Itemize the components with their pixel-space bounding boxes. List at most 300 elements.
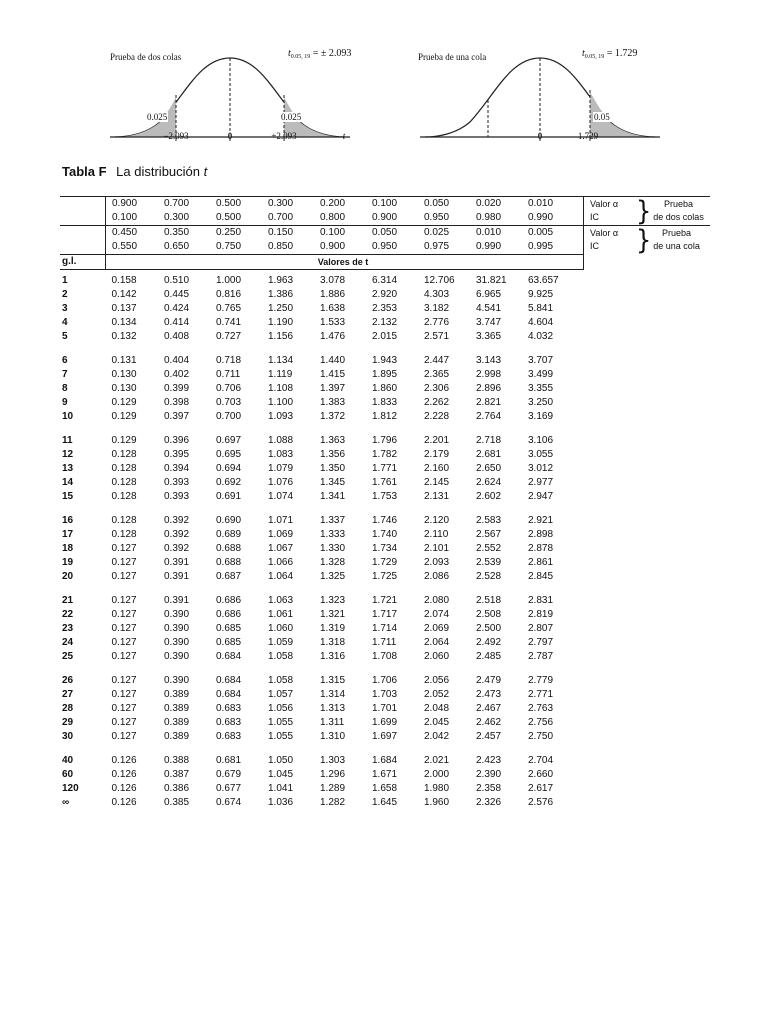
t-value-cell: 0.404 (164, 355, 190, 366)
t-value-cell: 0.392 (164, 515, 190, 526)
t-value-cell: 1.645 (372, 797, 398, 808)
test-type-legend (584, 197, 711, 226)
header-value-cell: 0.200 (320, 197, 372, 212)
t-value-cell: 2.262 (424, 397, 450, 408)
header-blank-cell (60, 211, 106, 226)
t-value-cell: 1.328 (320, 557, 346, 568)
t-value-cell: 2.131 (424, 491, 450, 502)
t-value-cell: 1.833 (372, 397, 398, 408)
t-value-cell: 0.132 (111, 331, 137, 342)
t-value-cell: 0.684 (216, 651, 242, 662)
t-value-cell: 1.782 (372, 449, 398, 460)
t-value-cell: 2.787 (528, 651, 554, 662)
t-value-cell: 1.074 (268, 491, 294, 502)
t-value-cell: 1.066 (268, 557, 294, 568)
header-value-cell: 0.900 (320, 241, 346, 252)
t-value-cell: 1.740 (372, 529, 398, 540)
df-cell: 14 (62, 477, 74, 488)
t-value-cell: 1.056 (268, 703, 294, 714)
t-value-cell: 2.145 (424, 477, 450, 488)
t-value-cell: 2.447 (424, 355, 450, 366)
t-value-cell: 2.064 (424, 637, 450, 648)
table-row (60, 410, 710, 424)
t-value-cell: 0.390 (164, 675, 190, 686)
df-cell: 29 (62, 717, 74, 728)
t-value-cell: 2.776 (424, 317, 450, 328)
t-value-cell: 0.692 (216, 477, 242, 488)
t-value-cell: 0.390 (164, 651, 190, 662)
t-value-cell: 0.765 (216, 303, 242, 314)
t-value-cell: 1.289 (320, 783, 346, 794)
t-value-cell: 1.812 (372, 411, 398, 422)
t-value-cell: 2.093 (424, 557, 450, 568)
t-value-cell: 0.137 (111, 303, 137, 314)
header-value-cell: 0.020 (476, 197, 528, 212)
t-value-cell: 3.169 (528, 411, 554, 422)
t-value-cell: 0.395 (164, 449, 190, 460)
t-value-cell: 2.660 (528, 769, 554, 780)
table-row (60, 702, 710, 716)
t-value-cell: 0.128 (111, 477, 137, 488)
df-cell: 20 (62, 571, 74, 582)
table-body (60, 270, 710, 811)
t-value-cell: 0.130 (111, 369, 137, 380)
t-value-cell: 1.771 (372, 463, 398, 474)
t-value-cell: 2.831 (528, 595, 554, 606)
t-subscript: 0.05, 19 (584, 54, 605, 60)
t-value-cell: 0.683 (216, 717, 242, 728)
t-value-cell: 3.012 (528, 463, 554, 474)
t-value-cell: 0.391 (164, 571, 190, 582)
t-value-cell: 3.499 (528, 369, 554, 380)
df-cell: 26 (62, 675, 74, 686)
df-cell: 2 (62, 289, 68, 300)
table-row (60, 570, 710, 584)
header-value-cell: 0.450 (106, 226, 165, 241)
header-value-cell: 0.800 (320, 212, 346, 223)
header-value-cell: 0.005 (528, 226, 580, 241)
t-value-cell: 2.080 (424, 595, 450, 606)
t-value-cell: 0.126 (111, 797, 137, 808)
t-value-cell: 0.158 (111, 275, 137, 286)
header-value-cell: 0.500 (216, 197, 268, 212)
t-value-cell: 0.134 (111, 317, 137, 328)
t-value-cell: 0.691 (216, 491, 242, 502)
t-value-cell: 1.706 (372, 675, 398, 686)
t-value-cell: 2.056 (424, 675, 450, 686)
t-value-cell: 0.685 (216, 637, 242, 648)
valores-header: Valores de t (106, 255, 581, 270)
table-row (60, 796, 710, 810)
t-value-cell: 0.684 (216, 689, 242, 700)
legend-right (653, 227, 700, 253)
header-value-cell: 0.650 (164, 241, 190, 252)
legend-tail-label: de una cola (653, 241, 700, 252)
t-value-cell: 0.392 (164, 529, 190, 540)
table-row (60, 542, 710, 556)
table-row (60, 730, 710, 744)
table-row (60, 594, 710, 608)
header-value-cell: 0.010 (528, 197, 580, 212)
t-value-cell: 2.779 (528, 675, 554, 686)
t-value-cell: 4.303 (424, 289, 450, 300)
t-value-cell: 1.156 (268, 331, 294, 342)
t-value-cell: 0.711 (216, 369, 241, 380)
table-row (60, 716, 710, 730)
t-value-cell: 2.500 (476, 623, 502, 634)
t-value-cell: 1.658 (372, 783, 398, 794)
t-value-cell: 2.807 (528, 623, 554, 634)
t-value-cell: 0.129 (111, 397, 137, 408)
t-value-cell: 0.391 (164, 557, 190, 568)
t-value-cell: 1.061 (268, 609, 294, 620)
axis-center-value: 0 (227, 131, 233, 141)
t-value-cell: 1.638 (320, 303, 346, 314)
t-value-cell: 1.190 (268, 317, 294, 328)
axis-t-label: t (342, 131, 346, 141)
header-value-cell: 0.050 (424, 197, 476, 212)
header-value-cell: 0.950 (424, 212, 450, 223)
group-spacer (60, 344, 710, 354)
t-value-cell: 1.963 (268, 275, 294, 286)
table-row (60, 316, 710, 330)
table-row (60, 354, 710, 368)
df-cell: 22 (62, 609, 74, 620)
t-value-cell: 0.127 (111, 731, 137, 742)
t-value-cell: 0.127 (111, 717, 137, 728)
header-blank-cell (60, 226, 106, 241)
t-value-cell: 2.508 (476, 609, 502, 620)
header-value-cell: 0.100 (320, 226, 372, 241)
two-tail-label: Prueba de dos colas (110, 52, 182, 62)
two-tail-critical-value (288, 48, 351, 60)
header-value-cell: 0.700 (164, 197, 216, 212)
header-value-cell: 0.990 (528, 212, 554, 223)
axis-right-value: 1.729 (577, 131, 599, 141)
table-row (60, 476, 710, 490)
table-row (60, 754, 710, 768)
t-value-cell: 3.106 (528, 435, 554, 446)
t-value-cell: 2.045 (424, 717, 450, 728)
t-value-cell: 2.021 (424, 755, 450, 766)
t-value-cell: 2.365 (424, 369, 450, 380)
t-value-cell: 2.120 (424, 515, 450, 526)
t-value-cell: 3.707 (528, 355, 554, 366)
t-value-cell: 1.753 (372, 491, 398, 502)
t-value-cell: 3.182 (424, 303, 450, 314)
t-value-cell: 2.518 (476, 595, 502, 606)
t-value-cell: 1.533 (320, 317, 346, 328)
t-value-cell: 2.179 (424, 449, 450, 460)
header-value-cell: 0.050 (372, 226, 424, 241)
t-value-cell: 1.318 (320, 637, 346, 648)
t-value-cell: 2.617 (528, 783, 554, 794)
t-value-cell: 3.250 (528, 397, 554, 408)
t-value-cell: 2.462 (476, 717, 502, 728)
t-value-cell: 4.541 (476, 303, 502, 314)
group-spacer (60, 424, 710, 434)
header-value-cell: 0.980 (476, 212, 502, 223)
t-value-cell: 1.943 (372, 355, 398, 366)
table-row (60, 674, 710, 688)
brace-icon: } (636, 224, 652, 256)
t-value-cell: 0.142 (111, 289, 137, 300)
t-value-cell: 1.386 (268, 289, 294, 300)
t-value-cell: 4.032 (528, 331, 554, 342)
table-row (60, 368, 710, 382)
gl-header: g.l. (60, 255, 106, 270)
t-value-cell: 3.365 (476, 331, 502, 342)
t-value-cell: 3.055 (528, 449, 554, 460)
df-cell: 120 (62, 783, 79, 794)
t-value-cell: 1.684 (372, 755, 398, 766)
t-value-cell: 1.060 (268, 623, 294, 634)
t-value-cell: 1.058 (268, 675, 294, 686)
t-value-cell: 0.390 (164, 609, 190, 620)
t-value-cell: 0.688 (216, 543, 242, 554)
t-value-cell: 1.796 (372, 435, 398, 446)
df-cell: 1 (62, 275, 68, 286)
t-value-cell: 0.679 (216, 769, 242, 780)
t-value-cell: 0.129 (111, 435, 137, 446)
t-value-cell: 0.127 (111, 675, 137, 686)
t-value-cell: 2.704 (528, 755, 554, 766)
t-value-cell: 0.393 (164, 491, 190, 502)
df-cell: 10 (62, 411, 74, 422)
t-value-cell: 1.041 (268, 783, 294, 794)
t-value-cell: 1.059 (268, 637, 294, 648)
t-value-cell: 0.127 (111, 557, 137, 568)
df-cell: 16 (62, 515, 74, 526)
df-cell: 4 (62, 317, 68, 328)
t-value-cell: 1.886 (320, 289, 346, 300)
table-row (60, 288, 710, 302)
t-value-cell: 0.389 (164, 717, 190, 728)
one-tail-critical-value (582, 48, 637, 60)
t-value-cell: 0.414 (164, 317, 190, 328)
t-value-cell: 1.315 (320, 675, 346, 686)
t-value-cell: 2.228 (424, 411, 450, 422)
axis-left-value: −2.093 (163, 131, 189, 141)
t-value-cell: 12.706 (424, 275, 455, 286)
t-value-cell: 2.898 (528, 529, 554, 540)
t-value-cell: 1.980 (424, 783, 450, 794)
t-value: = 1.729 (604, 48, 638, 59)
t-value-cell: 1.069 (268, 529, 294, 540)
header-value-cell: 0.550 (106, 240, 165, 255)
df-cell: 15 (62, 491, 74, 502)
df-cell: 3 (62, 303, 68, 314)
t-value-cell: 2.571 (424, 331, 450, 342)
t-value-cell: 0.126 (111, 755, 137, 766)
t-value-cell: 0.694 (216, 463, 242, 474)
t-value-cell: 1.356 (320, 449, 346, 460)
t-value-cell: 2.306 (424, 383, 450, 394)
t-value-cell: 0.128 (111, 529, 137, 540)
df-cell: 12 (62, 449, 74, 460)
t-value-cell: 2.060 (424, 651, 450, 662)
t-value-cell: 4.604 (528, 317, 554, 328)
t-value-cell: 0.674 (216, 797, 242, 808)
t-value-cell: 2.539 (476, 557, 502, 568)
header-blank-cell (60, 240, 106, 255)
table-row (60, 636, 710, 650)
df-cell: 11 (62, 435, 73, 446)
t-value-cell: 2.457 (476, 731, 502, 742)
df-cell: ∞ (62, 797, 70, 808)
axis-center-value: 0 (537, 131, 543, 141)
t-value-cell: 1.088 (268, 435, 294, 446)
t-value-cell: 1.311 (320, 717, 345, 728)
t-value-cell: 0.399 (164, 383, 190, 394)
t-value-cell: 0.706 (216, 383, 242, 394)
t-value-cell: 0.127 (111, 571, 137, 582)
table-row (60, 688, 710, 702)
t-value-cell: 0.445 (164, 289, 190, 300)
t-value-cell: 1.729 (372, 557, 398, 568)
t-value-cell: 2.947 (528, 491, 554, 502)
t-value-cell: 0.130 (111, 383, 137, 394)
right-tail-area: 0.05 (594, 112, 610, 122)
t-value-cell: 0.128 (111, 463, 137, 474)
t-value-cell: 2.797 (528, 637, 554, 648)
t-value-cell: 2.602 (476, 491, 502, 502)
t-value-cell: 2.681 (476, 449, 502, 460)
t-value-cell: 2.048 (424, 703, 450, 714)
t-value-cell: 2.074 (424, 609, 450, 620)
t-value-cell: 2.821 (476, 397, 502, 408)
t-value-cell: 0.718 (216, 355, 242, 366)
t-value-cell: 2.819 (528, 609, 554, 620)
t-value-cell: 2.878 (528, 543, 554, 554)
spacer-cell (60, 664, 584, 674)
t-value-cell: 0.424 (164, 303, 190, 314)
t-value-cell: 2.479 (476, 675, 502, 686)
t-value-cell: 3.143 (476, 355, 502, 366)
table-variable: t (203, 164, 208, 179)
t-value-cell: 0.688 (216, 557, 242, 568)
t-value-cell: 2.473 (476, 689, 502, 700)
legend-wrap (590, 224, 710, 256)
t-value-cell: 0.396 (164, 435, 190, 446)
t-value-cell: 0.684 (216, 675, 242, 686)
t-value-cell: 0.392 (164, 543, 190, 554)
t-value-cell: 1.330 (320, 543, 346, 554)
t-value-cell: 0.681 (216, 755, 242, 766)
t-value-cell: 2.052 (424, 689, 450, 700)
t-value: = ± 2.093 (310, 48, 352, 59)
t-value-cell: 1.717 (372, 609, 398, 620)
t-value-cell: 2.101 (424, 543, 450, 554)
t-value-cell: 1.321 (320, 609, 346, 620)
t-value-cell: 1.108 (268, 383, 294, 394)
t-value-cell: 2.977 (528, 477, 554, 488)
t-value-cell: 0.510 (164, 275, 190, 286)
t-value-cell: 2.718 (476, 435, 502, 446)
header-value-cell: 0.250 (216, 226, 268, 241)
t-value-cell: 2.921 (528, 515, 554, 526)
t-value-cell: 1.067 (268, 543, 294, 554)
df-cell: 7 (62, 369, 68, 380)
header-end-cell (580, 211, 584, 226)
t-value-cell: 2.583 (476, 515, 502, 526)
table-row (60, 448, 710, 462)
spacer-cell (60, 744, 584, 754)
group-spacer (60, 504, 710, 514)
table-caption: La distribución (116, 164, 200, 179)
t-value-cell: 2.920 (372, 289, 398, 300)
header-end-cell (580, 240, 584, 255)
header-value-cell: 0.900 (372, 212, 398, 223)
df-cell: 24 (62, 637, 74, 648)
t-value-cell: 0.127 (111, 595, 137, 606)
t-value-cell: 1.337 (320, 515, 346, 526)
t-value-cell: 1.708 (372, 651, 398, 662)
t-value-cell: 2.390 (476, 769, 502, 780)
test-type-legend (584, 226, 711, 255)
spacer-cell (60, 344, 584, 354)
t-value-cell: 1.711 (372, 637, 397, 648)
header-value-cell: 0.010 (476, 226, 528, 241)
t-value-cell: 0.686 (216, 609, 242, 620)
t-value-cell: 0.816 (216, 289, 242, 300)
t-value-cell: 2.201 (424, 435, 450, 446)
t-value-cell: 0.390 (164, 623, 190, 634)
right-tail-area: 0.025 (281, 112, 302, 122)
brace-icon: } (636, 195, 652, 227)
t-value-cell: 1.761 (372, 477, 398, 488)
one-tail-label: Prueba de una cola (418, 52, 487, 62)
t-value-cell: 0.391 (164, 595, 190, 606)
legend-tail-label: de dos colas (653, 212, 704, 222)
header-value-cell: 0.100 (106, 211, 165, 226)
table-row (60, 768, 710, 782)
df-cell: 40 (62, 755, 74, 766)
legend-alpha-label: Valor α (590, 199, 619, 209)
legend-alpha-label: Valor α (590, 228, 619, 239)
header-value-cell: 0.025 (424, 226, 476, 241)
t-value-cell: 0.389 (164, 689, 190, 700)
t-value-cell: 1.250 (268, 303, 294, 314)
t-value-cell: 1.083 (268, 449, 294, 460)
group-spacer (60, 584, 710, 594)
t-value-cell: 0.131 (111, 355, 137, 366)
table-row (60, 608, 710, 622)
spacer-cell (60, 584, 584, 594)
t-value-cell: 0.402 (164, 369, 190, 380)
t-value-cell: 0.689 (216, 529, 242, 540)
t-value-cell: 2.423 (476, 755, 502, 766)
t-value-cell: 1.341 (320, 491, 346, 502)
t-value-cell: 1.314 (320, 689, 346, 700)
t-value-cell: 2.750 (528, 731, 554, 742)
t-value-cell: 2.567 (476, 529, 502, 540)
t-value-cell: 1.064 (268, 571, 294, 582)
df-cell: 23 (62, 623, 74, 634)
t-value-cell: 63.657 (528, 275, 559, 286)
t-value-cell: 1.119 (268, 369, 293, 380)
t-value-cell: 1.057 (268, 689, 294, 700)
t-value-cell: 1.333 (320, 529, 346, 540)
t-value-cell: 2.896 (476, 383, 502, 394)
t-value-cell: 1.725 (372, 571, 398, 582)
header-row-gl (60, 255, 710, 270)
t-value-cell: 1.383 (320, 397, 346, 408)
t-value-cell: 1.721 (372, 595, 398, 606)
t-value-cell: 1.296 (320, 769, 346, 780)
header-row-alpha-one (60, 226, 710, 241)
df-cell: 6 (62, 355, 68, 366)
